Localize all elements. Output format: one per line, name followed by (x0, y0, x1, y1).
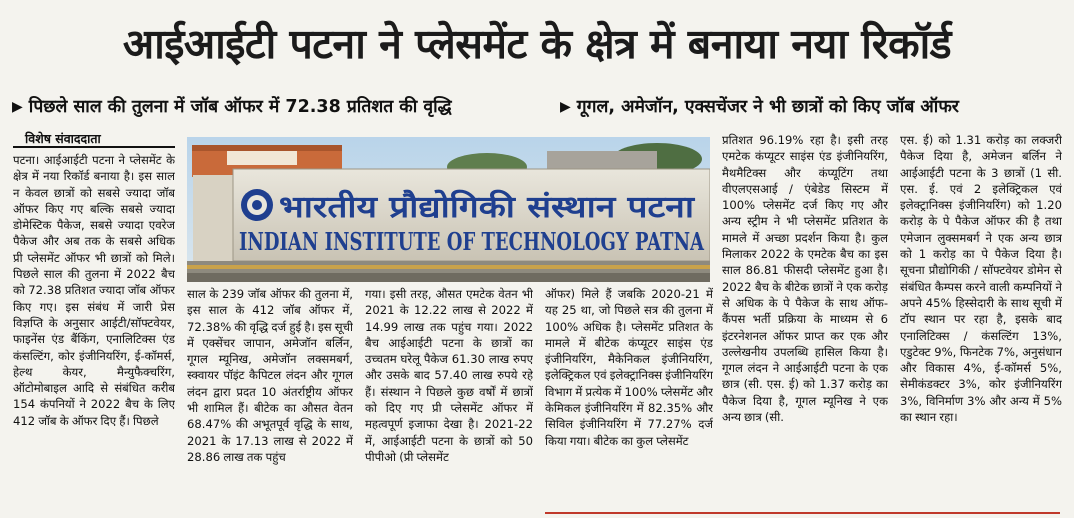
triangle-bullet-icon: ▶ (12, 99, 23, 115)
column-text: एस. ई) को 1.31 करोड़ का लक्जरी पैकेज दिया है, अमेजन बर्लिन ने आईआईटी पटना के 3 छात्रों (1 सी. एस. ई. एवं 2 इलेक्ट्रिकल एवं इलेक्ट्रानिक्स इंजीनियरिंग) को 1.20 करोड़ के पे पैकेज ऑफर की है तथा एमेजान लुक्समबर्ग ने एक अन्य छात्र को 1 करोड़ का पे पैकेज दिया है। सूचना प्रौद्योगिकी / सॉफ्टवेयर डोमेन से संबंधित कैम्पस करने वाली कम्पनियों ने अपने 45% हिस्सेदारी के साथ सूची में टॉप स्थान पर रहा है, इसके बाद एनालिटिक्स / कंसल्टिंग 13%, एडुटेक्ट 9%, फिनटेक 7%, अनुसंधान और विकास 4%, ई-कॉमर्स 5%, सेमीकंडक्टर 3%, कोर इंजीनियरिंग 3%, विनिर्माण 3% और अन्य में 5% का स्थान रहा। (900, 133, 1062, 425)
sign-hindi-text: भारतीय प्रौद्योगिकी संस्थान पटना (279, 190, 633, 225)
article-column-6 (900, 132, 1062, 510)
column-text: पटना। आईआईटी पटना ने प्लेसमेंट के क्षेत्र में नया रिकॉर्ड बनाया है। इस साल न केवल छात्रों को सबसे ज्यादा जॉब ऑफर किए गए बल्कि सबसे ज्यादा डोमेस्टिक पैकेज, सबसे ज्यादा एवरेज पैकेज और अब तक के सबसे अधिक प्री प्लेसमेंट ऑफर भी छात्रों को मिले। पिछले साल की तुलना में 2022 बैच को 72.38 प्रतिशत ज्यादा जॉब ऑफर किए गए। इस संबंध में जारी प्रेस विज्ञप्ति के अनुसार आईटी/सॉफ्टवेयर, फाइनेंस एंड बैंकिंग, एनालिटिक्स एंड कंसल्टिंग, कोर इंजीनियरिंग, ई-कॉमर्स, हेल्थ केयर, मैन्युफैक्चरिंग, ऑटोमोबाइल आदि से संबंधित करीब 154 कंपनियों ने 2022 बैच के लिए 412 जॉब के ऑफर दिए हैं। पिछले (13, 153, 175, 428)
article-column-3 (365, 286, 533, 510)
headline: आईआईटी पटना ने प्लेसमेंट के क्षेत्र में बनाया नया रिकॉर्ड (122, 20, 952, 68)
column-text: ऑफर) मिले हैं जबकि 2020-21 में यह 25 था, जो पिछले सत्र की तुलना में 100% अधिक है। प्लेसमेंट प्रतिशत के मामले में बीटेक कंप्यूटर साइंस एंड इंजीनियरिंग, मैकेनिकल इंजीनियरिंग, इलेक्ट्रिकल एवं इलेक्ट्रानिक्स इंजीनियरिंग विभाग में प्रत्येक में 100% प्लेसमेंट और केमिकल इंजीनियरिंग में 82.35% और सिविल इंजीनियरिंग में 77.27% दर्ज किया गया। बीटेक का कुल प्लेसमेंट (545, 287, 713, 448)
triangle-bullet-icon: ▶ (560, 99, 571, 115)
article-column-4 (545, 286, 713, 510)
subhead-2 (560, 93, 959, 121)
subhead-1 (12, 93, 452, 121)
byline: विशेष संवाददाता (13, 130, 175, 148)
subhead-text: पिछले साल की तुलना में जॉब ऑफर में 72.38 प्रतिशत की वृद्धि (28, 97, 452, 117)
column-text: गया। इसी तरह, औसत एमटेक वेतन भी 2021 के 12.22 लाख से 2022 में 14.99 लाख तक पहुंच गया। 2022 बैच आईआईटी पटना के छात्रों का उच्चतम घरेलू पैकेज 61.30 लाख रुपए और उसके बाद 57.40 लाख रुपये रहे हैं। संस्थान ने पिछले कुछ वर्षों में छात्रों को दिए गए प्री प्लेसमेंट ऑफर में महत्वपूर्ण इजाफा देखा है। 2021-22 में, आईआईटी पटना के छात्रों को 50 पीपीओ (प्री प्लेसमेंट (365, 287, 533, 464)
column-text: साल के 239 जॉब ऑफर की तुलना में, इस साल के 412 जॉब ऑफर में, 72.38% की वृद्धि दर्ज हुई है। इस सूची में एक्सेंचर जापान, अमेजॉन बर्लिन, गूगल म्यूनिख, अमेजॉन लक्समबर्ग, स्क्वायर पॉइंट कैपिटल लंदन और गूगल लंदन द्वारा प्रदत 10 अंतर्राष्ट्रीय ऑफर भी शामिल हैं। बीटेक का औसत वेतन 68.47% की अभूतपूर्व वृद्धि के साथ, 2021 के 17.13 लाख से 2022 में 28.86 लाख तक पहुंच (187, 287, 353, 464)
subhead-text: गूगल, अमेजॉन, एक्सचेंजर ने भी छात्रों को किए जॉब ऑफर (576, 97, 959, 117)
divider-line (545, 512, 1060, 514)
article-column-2 (187, 286, 353, 510)
sign-english-text: INDIAN INSTITUTE OF TECHNOLOGY PATNA (239, 227, 705, 256)
column-text: प्रतिशत 96.19% रहा है। इसी तरह एमटेक कंप्यूटर साइंस एंड इंजीनियरिंग, मैथमैटिक्स और कंप्यूटिंग तथा वीएलएसआई / एंबेडेड सिस्टम में 100% प्लेसमेंट दर्ज किए गए और अन्य स्ट्रीम ने भी प्लेसमेंट प्रतिशत के मामले में अच्छा प्रदर्शन किया है। कुल मिलाकर 2022 के एमटेक बैच का इस साल 86.81 फीसदी प्लेसमेंट हुआ है। 2022 बैच के बीटेक छात्रों ने एक करोड़ से अधिक के पे पैकेज के साथ ऑफ-कैंपस भर्ती प्रक्रिया के माध्यम से 6 इंटरनेशनल ऑफर प्राप्त कर एक और उल्लेखनीय उपलब्धि हासिल किया है। गूगल लंदन ने आईआईटी पटना के एक छात्र (सी. एस. ई) को 1.37 करोड़ का पैकेज दिया है, गूगल म्यूनिख ने एक अन्य छात्र (सी. (722, 133, 888, 425)
article-column-5 (722, 132, 888, 510)
iit-patna-sign-photo (187, 137, 710, 282)
article-column-1 (13, 152, 175, 510)
article-photo (187, 137, 710, 282)
